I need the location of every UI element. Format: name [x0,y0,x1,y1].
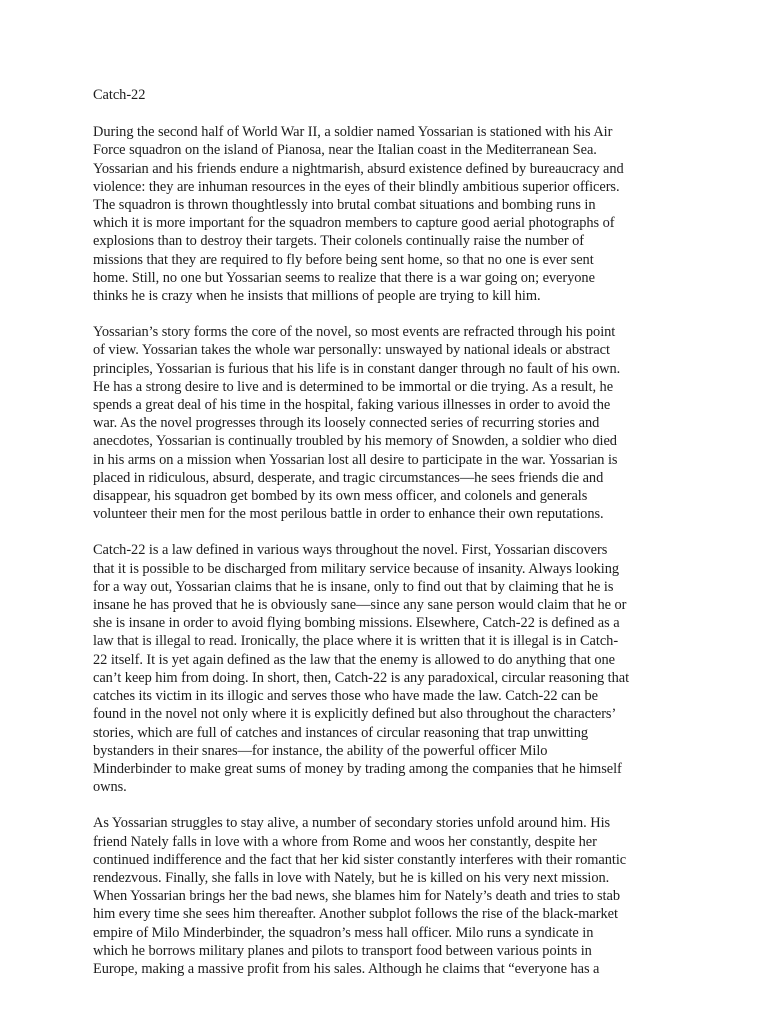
text-line: placed in ridiculous, absurd, desperate, and tragic circumstances—he sees friends die and [93,469,604,486]
text-line: law that is illegal to read. Ironically, the place where it is written that it is illegal is in Catch- [93,633,619,650]
text-line: she is insane in order to avoid flying bombing missions. Elsewhere, Catch-22 is defined as a [93,615,620,632]
text-line: As Yossarian struggles to stay alive, a number of secondary stories unfold around him. His [93,815,611,832]
text-line: disappear, his squadron get bombed by its own mess officer, and colonels and generals [93,488,588,505]
text-line: friend Nately falls in love with a whore from Rome and woos her constantly, despite her [93,833,597,850]
text-line: him every time she sees him thereafter. Another subplot follows the rise of the black-market [93,906,618,923]
text-line: Force squadron on the island of Pianosa, near the Italian coast in the Mediterranean Sea. [93,142,597,159]
text-line: Yossarian and his friends endure a nightmarish, absurd existence defined by bureaucracy and [93,160,624,177]
text-line: He has a strong desire to live and is determined to be immortal or die trying. As a result, he [93,378,614,395]
text-line: in his arms on a mission when Yossarian lost all desire to participate in the war. Yossarian is [93,451,618,468]
text-line: stories, which are full of catches and instances of circular reasoning that trap unwitting [93,724,589,741]
text-line: rendezvous. Finally, she falls in love with Nately, but he is killed on his very next mission. [93,869,610,886]
text-line: that it is possible to be discharged from military service because of insanity. Always looking [93,560,620,577]
text-line: The squadron is thrown thoughtlessly into brutal combat situations and bombing runs in [93,197,596,214]
document-body [93,123,693,978]
text-line: Catch-22 is a law defined in various ways throughout the novel. First, Yossarian discovers [93,542,608,559]
document-page [93,86,693,996]
paragraph-2 [93,323,693,523]
text-line: owns. [93,779,127,796]
text-line: found in the novel not only where it is explicitly defined but also throughout the characters’ [93,706,617,723]
text-line: can’t keep him from doing. In short, then, Catch-22 is any paradoxical, circular reasoning that [93,669,630,686]
text-line: During the second half of World War II, a soldier named Yossarian is stationed with his Air [93,124,613,141]
paragraph-3 [93,541,693,796]
text-line: for a way out, Yossarian claims that he is insane, only to find out that by claiming that he is [93,578,614,595]
text-line: volunteer their men for the most perilous battle in order to enhance their own reputations. [93,506,604,523]
text-line: war. As the novel progresses through its loosely connected series of recurring stories and [93,415,600,432]
text-line: thinks he is crazy when he insists that millions of people are trying to kill him. [93,288,541,305]
text-line: 22 itself. It is yet again defined as the law that the enemy is allowed to do anything that one [93,651,615,668]
text-line: empire of Milo Minderbinder, the squadron’s mess hall officer. Milo runs a syndicate in [93,924,594,941]
text-line: home. Still, no one but Yossarian seems to realize that there is a war going on; everyone [93,269,595,286]
text-line: catches its victim in its illogic and serves those who have made the law. Catch-22 can be [93,688,598,705]
text-line: When Yossarian brings her the bad news, she blames him for Nately’s death and tries to stab [93,888,620,905]
text-line: Minderbinder to make great sums of money by trading among the companies that he himself [93,760,622,777]
text-line: of view. Yossarian takes the whole war personally: unswayed by national ideals or abstract [93,342,610,359]
text-line: missions that they are required to fly before being sent home, so that no one is ever sent [93,251,594,268]
paragraph-4 [93,814,693,978]
text-line: violence: they are inhuman resources in the eyes of their blindly ambitious superior officers. [93,178,620,195]
text-line: insane he has proved that he is obviously sane—since any sane person would claim that he or [93,597,627,614]
text-line: explosions than to destroy their targets. Their colonels continually raise the number of [93,233,585,250]
text-line: which it is more important for the squadron members to capture good aerial photographs of [93,215,615,232]
text-line: anecdotes, Yossarian is continually troubled by his memory of Snowden, a soldier who died [93,433,617,450]
text-line: which he borrows military planes and pilots to transport food between various points in [93,942,592,959]
text-line: Europe, making a massive profit from his sales. Although he claims that “everyone has a [93,960,600,977]
text-line: principles, Yossarian is furious that his life is in constant danger through no fault of his own. [93,360,621,377]
text-line: continued indifference and the fact that her kid sister constantly interferes with their romantic [93,851,627,868]
paragraph-1 [93,123,693,305]
document-title: Catch-22 [93,87,146,103]
text-line: Yossarian’s story forms the core of the novel, so most events are refracted through his point [93,324,616,341]
text-line: bystanders in their snares—for instance, the ability of the powerful officer Milo [93,742,548,759]
text-line: spends a great deal of his time in the hospital, faking various illnesses in order to avoid the [93,397,611,414]
